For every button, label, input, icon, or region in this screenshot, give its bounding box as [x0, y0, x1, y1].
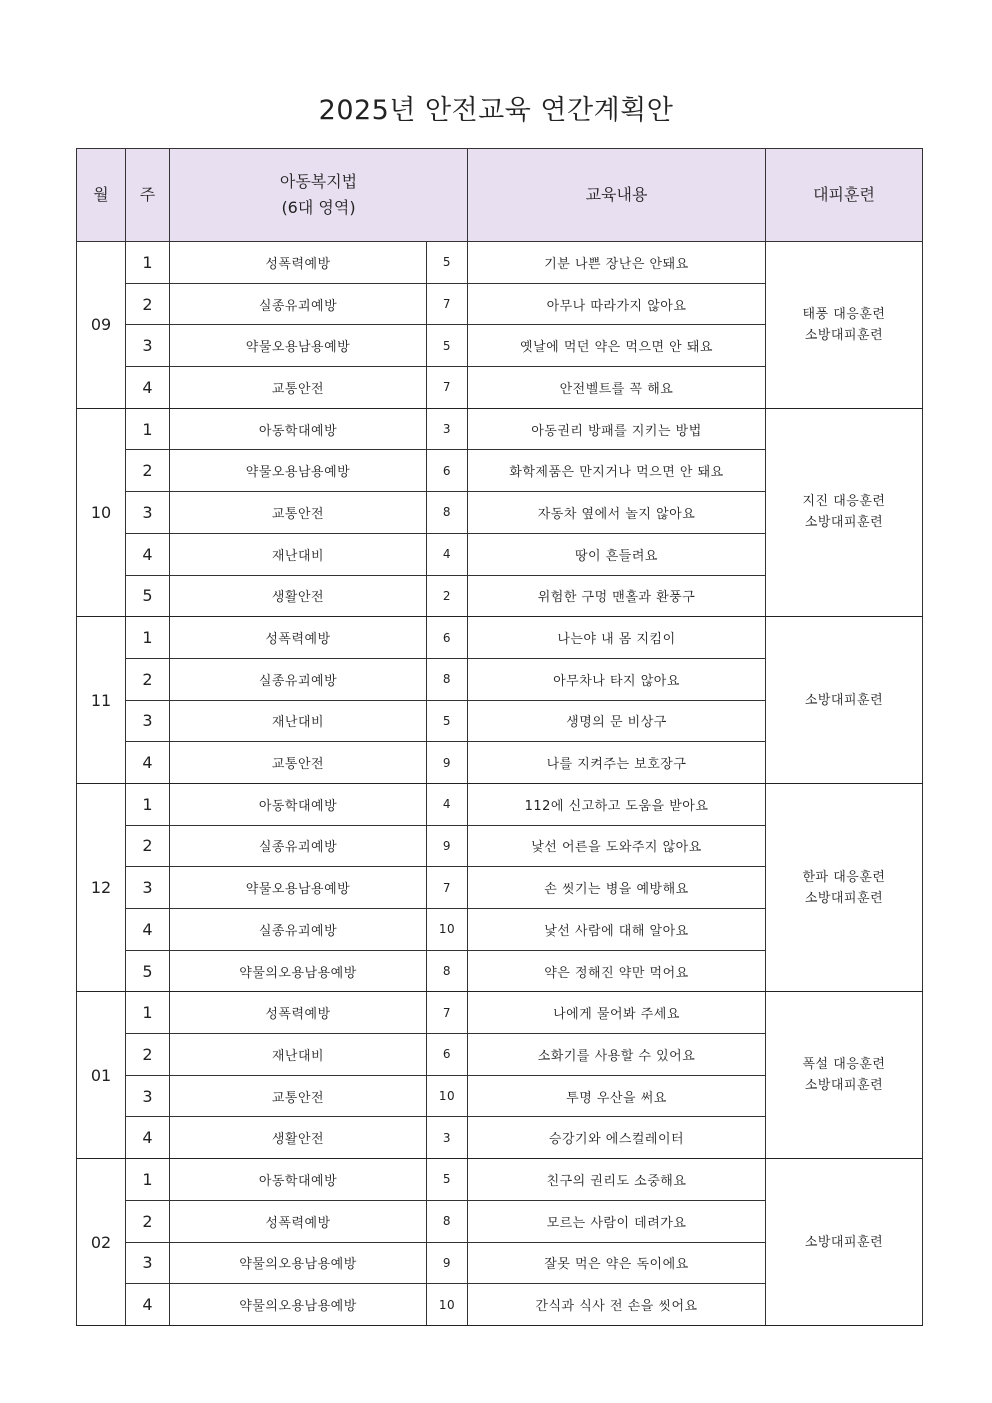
- header-content: 교육내용: [468, 149, 766, 242]
- table-row: [77, 617, 923, 659]
- content-cell: 생명의 문 비상구: [468, 700, 766, 742]
- category-cell: 교통안전: [170, 742, 427, 784]
- content-cell: 낯선 어른을 도와주지 않아요: [468, 825, 766, 867]
- content-cell: 투명 우산을 써요: [468, 1075, 766, 1117]
- content-cell: 모르는 사람이 데려가요: [468, 1200, 766, 1242]
- drill-line-2: 소방대피훈련: [804, 890, 884, 906]
- category-cell: 성폭력예방: [170, 617, 427, 659]
- week-cell: 1: [126, 1159, 170, 1201]
- lesson-number-cell: 8: [427, 1200, 468, 1242]
- header-row: [77, 149, 923, 242]
- lesson-number-cell: 7: [427, 992, 468, 1034]
- week-cell: 3: [126, 325, 170, 367]
- week-cell: 4: [126, 1117, 170, 1159]
- header-category-line2: (6대 영역): [281, 198, 356, 217]
- content-cell: 112에 신고하고 도움을 받아요: [468, 783, 766, 825]
- lesson-number-cell: 9: [427, 742, 468, 784]
- category-cell: 약물의오용남용예방: [170, 950, 427, 992]
- header-category-line1: 아동복지법: [279, 172, 358, 191]
- week-cell: 4: [126, 909, 170, 951]
- content-cell: 위험한 구멍 맨홀과 환풍구: [468, 575, 766, 617]
- drill-line-1: 지진 대응훈련: [802, 494, 886, 510]
- week-cell: 2: [126, 283, 170, 325]
- category-cell: 실종유괴예방: [170, 825, 427, 867]
- drill-line-1: 소방대피훈련: [804, 1234, 884, 1250]
- drill-cell: [766, 783, 923, 991]
- lesson-number-cell: 3: [427, 1117, 468, 1159]
- drill-cell: [766, 242, 923, 409]
- category-cell: 재난대비: [170, 533, 427, 575]
- content-cell: 나는야 내 몸 지킴이: [468, 617, 766, 659]
- lesson-number-cell: 5: [427, 325, 468, 367]
- week-cell: 5: [126, 575, 170, 617]
- lesson-number-cell: 4: [427, 533, 468, 575]
- content-cell: 아동권리 방패를 지키는 방법: [468, 408, 766, 450]
- lesson-number-cell: 6: [427, 450, 468, 492]
- category-cell: 아동학대예방: [170, 408, 427, 450]
- category-cell: 약물오용남용예방: [170, 867, 427, 909]
- category-cell: 실종유괴예방: [170, 283, 427, 325]
- week-cell: 2: [126, 658, 170, 700]
- lesson-number-cell: 7: [427, 367, 468, 409]
- week-cell: 4: [126, 533, 170, 575]
- lesson-number-cell: 2: [427, 575, 468, 617]
- month-cell: 10: [77, 408, 126, 616]
- content-cell: 기분 나쁜 장난은 안돼요: [468, 242, 766, 284]
- month-cell: 12: [77, 783, 126, 991]
- category-cell: 약물오용남용예방: [170, 450, 427, 492]
- week-cell: 3: [126, 1075, 170, 1117]
- week-cell: 1: [126, 242, 170, 284]
- month-cell: 09: [77, 242, 126, 409]
- drill-line-1: 폭설 대응훈련: [802, 1057, 886, 1073]
- category-cell: 아동학대예방: [170, 1159, 427, 1201]
- week-cell: 3: [126, 700, 170, 742]
- week-cell: 2: [126, 1200, 170, 1242]
- table-row: [77, 992, 923, 1034]
- lesson-number-cell: 5: [427, 242, 468, 284]
- week-cell: 1: [126, 617, 170, 659]
- header-category: [170, 149, 468, 242]
- table-row: [77, 1159, 923, 1201]
- content-cell: 땅이 흔들려요: [468, 533, 766, 575]
- category-cell: 약물의오용남용예방: [170, 1242, 427, 1284]
- drill-cell: [766, 1159, 923, 1326]
- month-cell: 02: [77, 1159, 126, 1326]
- lesson-number-cell: 9: [427, 1242, 468, 1284]
- table-row: [77, 783, 923, 825]
- drill-cell: [766, 617, 923, 784]
- category-cell: 아동학대예방: [170, 783, 427, 825]
- lesson-number-cell: 3: [427, 408, 468, 450]
- table-row: [77, 408, 923, 450]
- category-cell: 성폭력예방: [170, 242, 427, 284]
- drill-line-1: 태풍 대응훈련: [802, 306, 886, 322]
- lesson-number-cell: 10: [427, 909, 468, 951]
- week-cell: 5: [126, 950, 170, 992]
- category-cell: 실종유괴예방: [170, 658, 427, 700]
- category-cell: 성폭력예방: [170, 992, 427, 1034]
- content-cell: 나를 지켜주는 보호장구: [468, 742, 766, 784]
- lesson-number-cell: 8: [427, 658, 468, 700]
- category-cell: 생활안전: [170, 575, 427, 617]
- week-cell: 4: [126, 742, 170, 784]
- week-cell: 1: [126, 783, 170, 825]
- category-cell: 교통안전: [170, 1075, 427, 1117]
- drill-cell: [766, 408, 923, 616]
- category-cell: 실종유괴예방: [170, 909, 427, 951]
- lesson-number-cell: 8: [427, 492, 468, 534]
- lesson-number-cell: 6: [427, 1034, 468, 1076]
- category-cell: 생활안전: [170, 1117, 427, 1159]
- content-cell: 승강기와 에스컬레이터: [468, 1117, 766, 1159]
- lesson-number-cell: 7: [427, 283, 468, 325]
- drill-line-1: 소방대피훈련: [804, 692, 884, 708]
- content-cell: 낯선 사람에 대해 알아요: [468, 909, 766, 951]
- week-cell: 2: [126, 450, 170, 492]
- lesson-number-cell: 7: [427, 867, 468, 909]
- week-cell: 1: [126, 408, 170, 450]
- week-cell: 4: [126, 1284, 170, 1326]
- lesson-number-cell: 5: [427, 1159, 468, 1201]
- category-cell: 교통안전: [170, 367, 427, 409]
- category-cell: 교통안전: [170, 492, 427, 534]
- plan-body: [77, 242, 923, 1326]
- content-cell: 자동차 옆에서 놀지 않아요: [468, 492, 766, 534]
- page-title: 2025년 안전교육 연간계획안: [318, 95, 674, 126]
- header-month: 월: [77, 149, 126, 242]
- content-cell: 아무차나 타지 않아요: [468, 658, 766, 700]
- category-cell: 약물의오용남용예방: [170, 1284, 427, 1326]
- category-cell: 약물오용남용예방: [170, 325, 427, 367]
- week-cell: 3: [126, 492, 170, 534]
- month-cell: 11: [77, 617, 126, 784]
- lesson-number-cell: 10: [427, 1075, 468, 1117]
- lesson-number-cell: 5: [427, 700, 468, 742]
- lesson-number-cell: 9: [427, 825, 468, 867]
- content-cell: 간식과 식사 전 손을 씻어요: [468, 1284, 766, 1326]
- week-cell: 2: [126, 1034, 170, 1076]
- plan-table: [76, 148, 923, 1326]
- week-cell: 4: [126, 367, 170, 409]
- content-cell: 약은 정해진 약만 먹어요: [468, 950, 766, 992]
- table-row: [77, 242, 923, 284]
- content-cell: 화학제품은 만지거나 먹으면 안 돼요: [468, 450, 766, 492]
- lesson-number-cell: 10: [427, 1284, 468, 1326]
- week-cell: 3: [126, 867, 170, 909]
- drill-line-1: 한파 대응훈련: [802, 869, 886, 885]
- drill-line-2: 소방대피훈련: [804, 1078, 884, 1094]
- lesson-number-cell: 4: [427, 783, 468, 825]
- content-cell: 친구의 권리도 소중해요: [468, 1159, 766, 1201]
- week-cell: 1: [126, 992, 170, 1034]
- lesson-number-cell: 6: [427, 617, 468, 659]
- drill-line-2: 소방대피훈련: [804, 515, 884, 531]
- lesson-number-cell: 8: [427, 950, 468, 992]
- content-cell: 안전벨트를 꼭 해요: [468, 367, 766, 409]
- drill-line-2: 소방대피훈련: [804, 327, 884, 343]
- content-cell: 손 씻기는 병을 예방해요: [468, 867, 766, 909]
- week-cell: 2: [126, 825, 170, 867]
- content-cell: 나에게 물어봐 주세요: [468, 992, 766, 1034]
- week-cell: 3: [126, 1242, 170, 1284]
- category-cell: 성폭력예방: [170, 1200, 427, 1242]
- content-cell: 잘못 먹은 약은 독이에요: [468, 1242, 766, 1284]
- content-cell: 아무나 따라가지 않아요: [468, 283, 766, 325]
- header-week: 주: [126, 149, 170, 242]
- month-cell: 01: [77, 992, 126, 1159]
- content-cell: 소화기를 사용할 수 있어요: [468, 1034, 766, 1076]
- content-cell: 옛날에 먹던 약은 먹으면 안 돼요: [468, 325, 766, 367]
- category-cell: 재난대비: [170, 1034, 427, 1076]
- header-drill: 대피훈련: [766, 149, 923, 242]
- category-cell: 재난대비: [170, 700, 427, 742]
- drill-cell: [766, 992, 923, 1159]
